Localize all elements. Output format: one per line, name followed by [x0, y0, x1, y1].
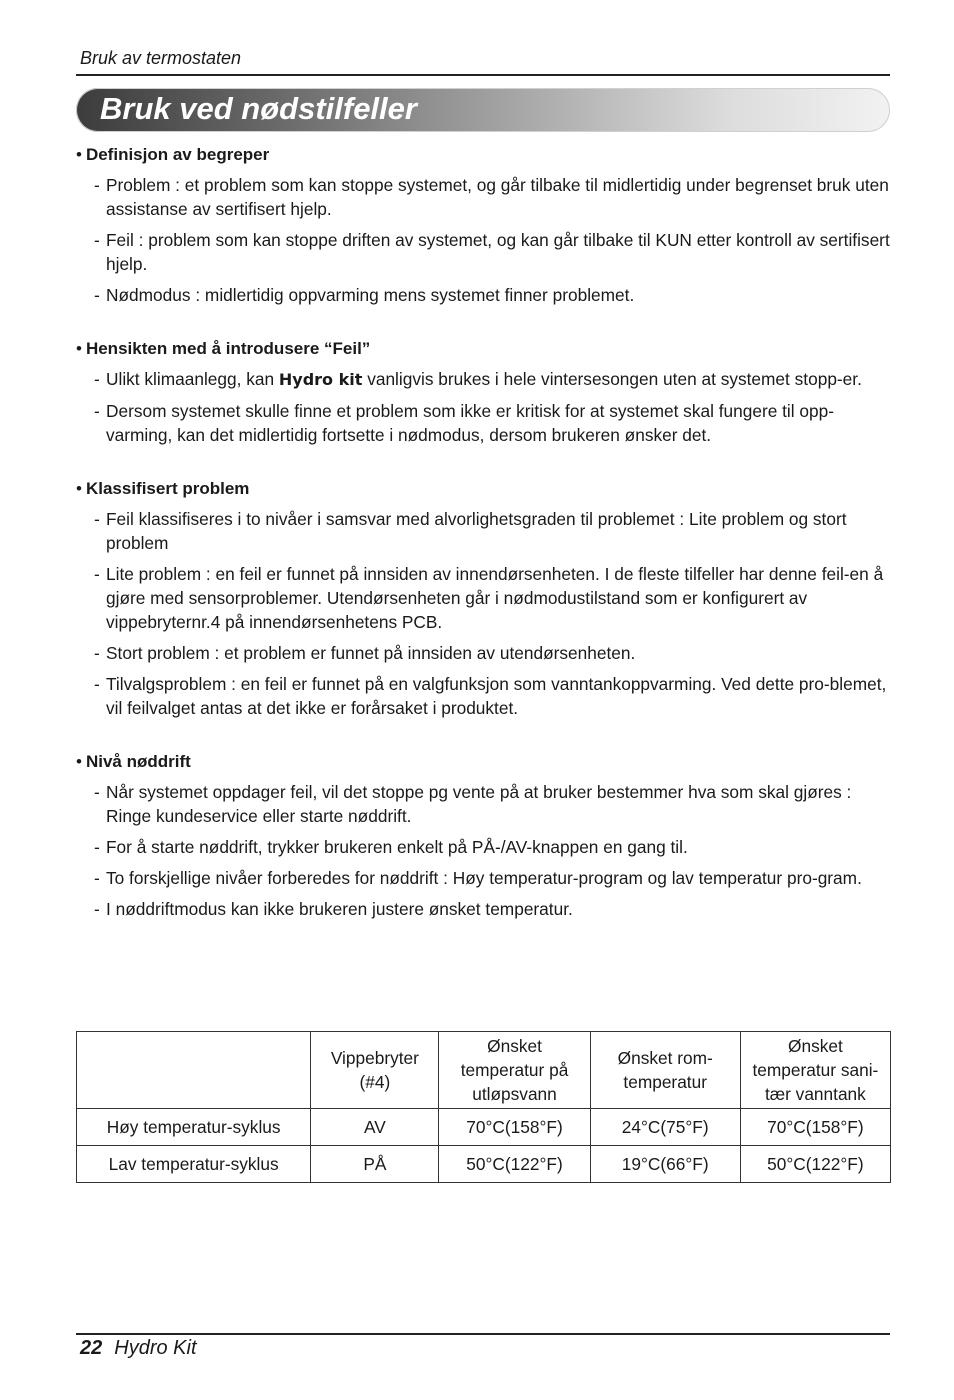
bottom-rule — [76, 1333, 890, 1335]
table-header-cell — [77, 1032, 311, 1109]
section-heading-text: Hensikten med å introdusere “Feil” — [85, 339, 371, 358]
item-text: Dersom systemet skulle finne et problem som ikke er kritisk for at systemet skal fungere til opp-varming, kan det midlertidig fortsette i nødmodus, dersom brukeren ønsker det. — [106, 401, 834, 445]
item-text: I nøddriftmodus kan ikke brukeren justere ønsket temperatur. — [106, 899, 573, 919]
section-heading-text: Nivå nøddrift — [85, 752, 191, 771]
list-item — [76, 835, 892, 859]
section-classified — [76, 477, 892, 720]
table-cell: AV — [311, 1109, 439, 1146]
dash: - — [94, 175, 100, 195]
item-text: Lite problem : en feil er funnet på innsiden av innendørsenheten. I de fleste tilfeller har denne feil-en å gjøre med sensorproblemer. Utendørsenheten går i nødmodustilstand som er konfigurert av vippebryternr.4 på innendørsenhetens PCB. — [106, 564, 884, 632]
bullet: • — [76, 145, 82, 164]
section-heading — [76, 477, 892, 501]
dash: - — [94, 868, 100, 888]
dash: - — [94, 230, 100, 250]
dash: - — [94, 509, 100, 529]
list-item — [76, 780, 892, 828]
item-text: Feil klassifiseres i to nivåer i samsvar med alvorlighetsgraden til problemet : Lite problem og stort problem — [106, 509, 847, 553]
list-item — [76, 228, 892, 276]
bullet: • — [76, 752, 82, 771]
table-cell: Lav temperatur-syklus — [77, 1146, 311, 1183]
list-item — [76, 866, 892, 890]
dash: - — [94, 285, 100, 305]
dash: - — [94, 899, 100, 919]
dash: - — [94, 643, 100, 663]
section-heading-text: Definisjon av begreper — [85, 145, 270, 164]
item-text: Nødmodus : midlertidig oppvarming mens systemet finner problemet. — [106, 285, 635, 305]
dash: - — [94, 564, 100, 584]
table-cell: 50°C(122°F) — [740, 1146, 890, 1183]
item-text: Ulikt klimaanlegg, kan — [106, 369, 279, 389]
list-item — [76, 672, 892, 720]
table-cell: 70°C(158°F) — [439, 1109, 590, 1146]
list-item — [76, 897, 892, 921]
dash: - — [94, 369, 100, 389]
table-cell: 50°C(122°F) — [439, 1146, 590, 1183]
table-cell: 19°C(66°F) — [590, 1146, 740, 1183]
list-item — [76, 283, 892, 307]
running-header: Bruk av termostaten — [80, 48, 242, 68]
item-text: Når systemet oppdager feil, vil det stoppe pg vente på at bruker bestemmer hva som skal gjøres : Ringe kundeservice eller starte nøddrift. — [106, 782, 852, 826]
item-text: Stort problem : et problem er funnet på innsiden av utendørsenheten. — [106, 643, 636, 663]
item-text: vanligvis brukes i hele vintersesongen uten at systemet stopp-er. — [362, 369, 862, 389]
section-heading — [76, 337, 892, 361]
list-item — [76, 562, 892, 634]
top-rule — [76, 74, 890, 76]
item-text: To forskjellige nivåer forberedes for nøddrift : Høy temperatur-program og lav temperatur pro-gram. — [106, 868, 862, 888]
section-definitions — [76, 143, 892, 307]
table-cell: 70°C(158°F) — [740, 1109, 890, 1146]
list-item — [76, 399, 892, 447]
dash: - — [94, 674, 100, 694]
table-header-cell: Ønsket rom-temperatur — [590, 1032, 740, 1109]
item-text: For å starte nøddrift, trykker brukeren enkelt på PÅ-/AV-knappen en gang til. — [106, 837, 688, 857]
table-header-cell: Ønsket temperatur på utløpsvann — [439, 1032, 590, 1109]
bullet: • — [76, 479, 82, 498]
item-text: Problem : et problem som kan stoppe systemet, og går tilbake til midlertidig under begrenset bruk uten assistanse av sertifisert hjelp. — [106, 175, 889, 219]
list-item — [76, 173, 892, 221]
list-item — [76, 507, 892, 555]
table-row — [77, 1146, 891, 1183]
section-title-bar — [76, 88, 890, 132]
table-header-cell: Ønsket temperatur sani-tær vanntank — [740, 1032, 890, 1109]
footer-product: Hydro Kit — [114, 1337, 197, 1359]
table-cell: PÅ — [311, 1146, 439, 1183]
section-heading — [76, 750, 892, 774]
section-purpose — [76, 337, 892, 447]
section-heading — [76, 143, 892, 167]
page-number: 22 — [80, 1337, 103, 1359]
table-row — [77, 1109, 891, 1146]
dash: - — [94, 782, 100, 802]
main-content — [76, 143, 892, 951]
list-item — [76, 367, 892, 392]
section-heading-text: Klassifisert problem — [85, 479, 250, 498]
dash: - — [94, 837, 100, 857]
page-title: Bruk ved nødstilfeller — [100, 91, 417, 126]
brand-name: Hydro kit — [278, 370, 363, 389]
section-emergency-level — [76, 750, 892, 921]
table-header-row — [77, 1032, 891, 1109]
dash: - — [94, 401, 100, 421]
bullet: • — [76, 339, 82, 358]
table-cell: Høy temperatur-syklus — [77, 1109, 311, 1146]
item-text: Feil : problem som kan stoppe driften av systemet, og kan går tilbake til KUN etter kontroll av sertifisert hjelp. — [106, 230, 890, 274]
temperature-table — [76, 1031, 891, 1183]
list-item — [76, 641, 892, 665]
table-header-cell: Vippebryter (#4) — [311, 1032, 439, 1109]
item-text: Tilvalgsproblem : en feil er funnet på en valgfunksjon som vanntankoppvarming. Ved dette pro-blemet, vil feilvalget antas at det ikke er forårsaket i produktet. — [106, 674, 887, 718]
table-cell: 24°C(75°F) — [590, 1109, 740, 1146]
page-footer — [80, 1337, 197, 1360]
